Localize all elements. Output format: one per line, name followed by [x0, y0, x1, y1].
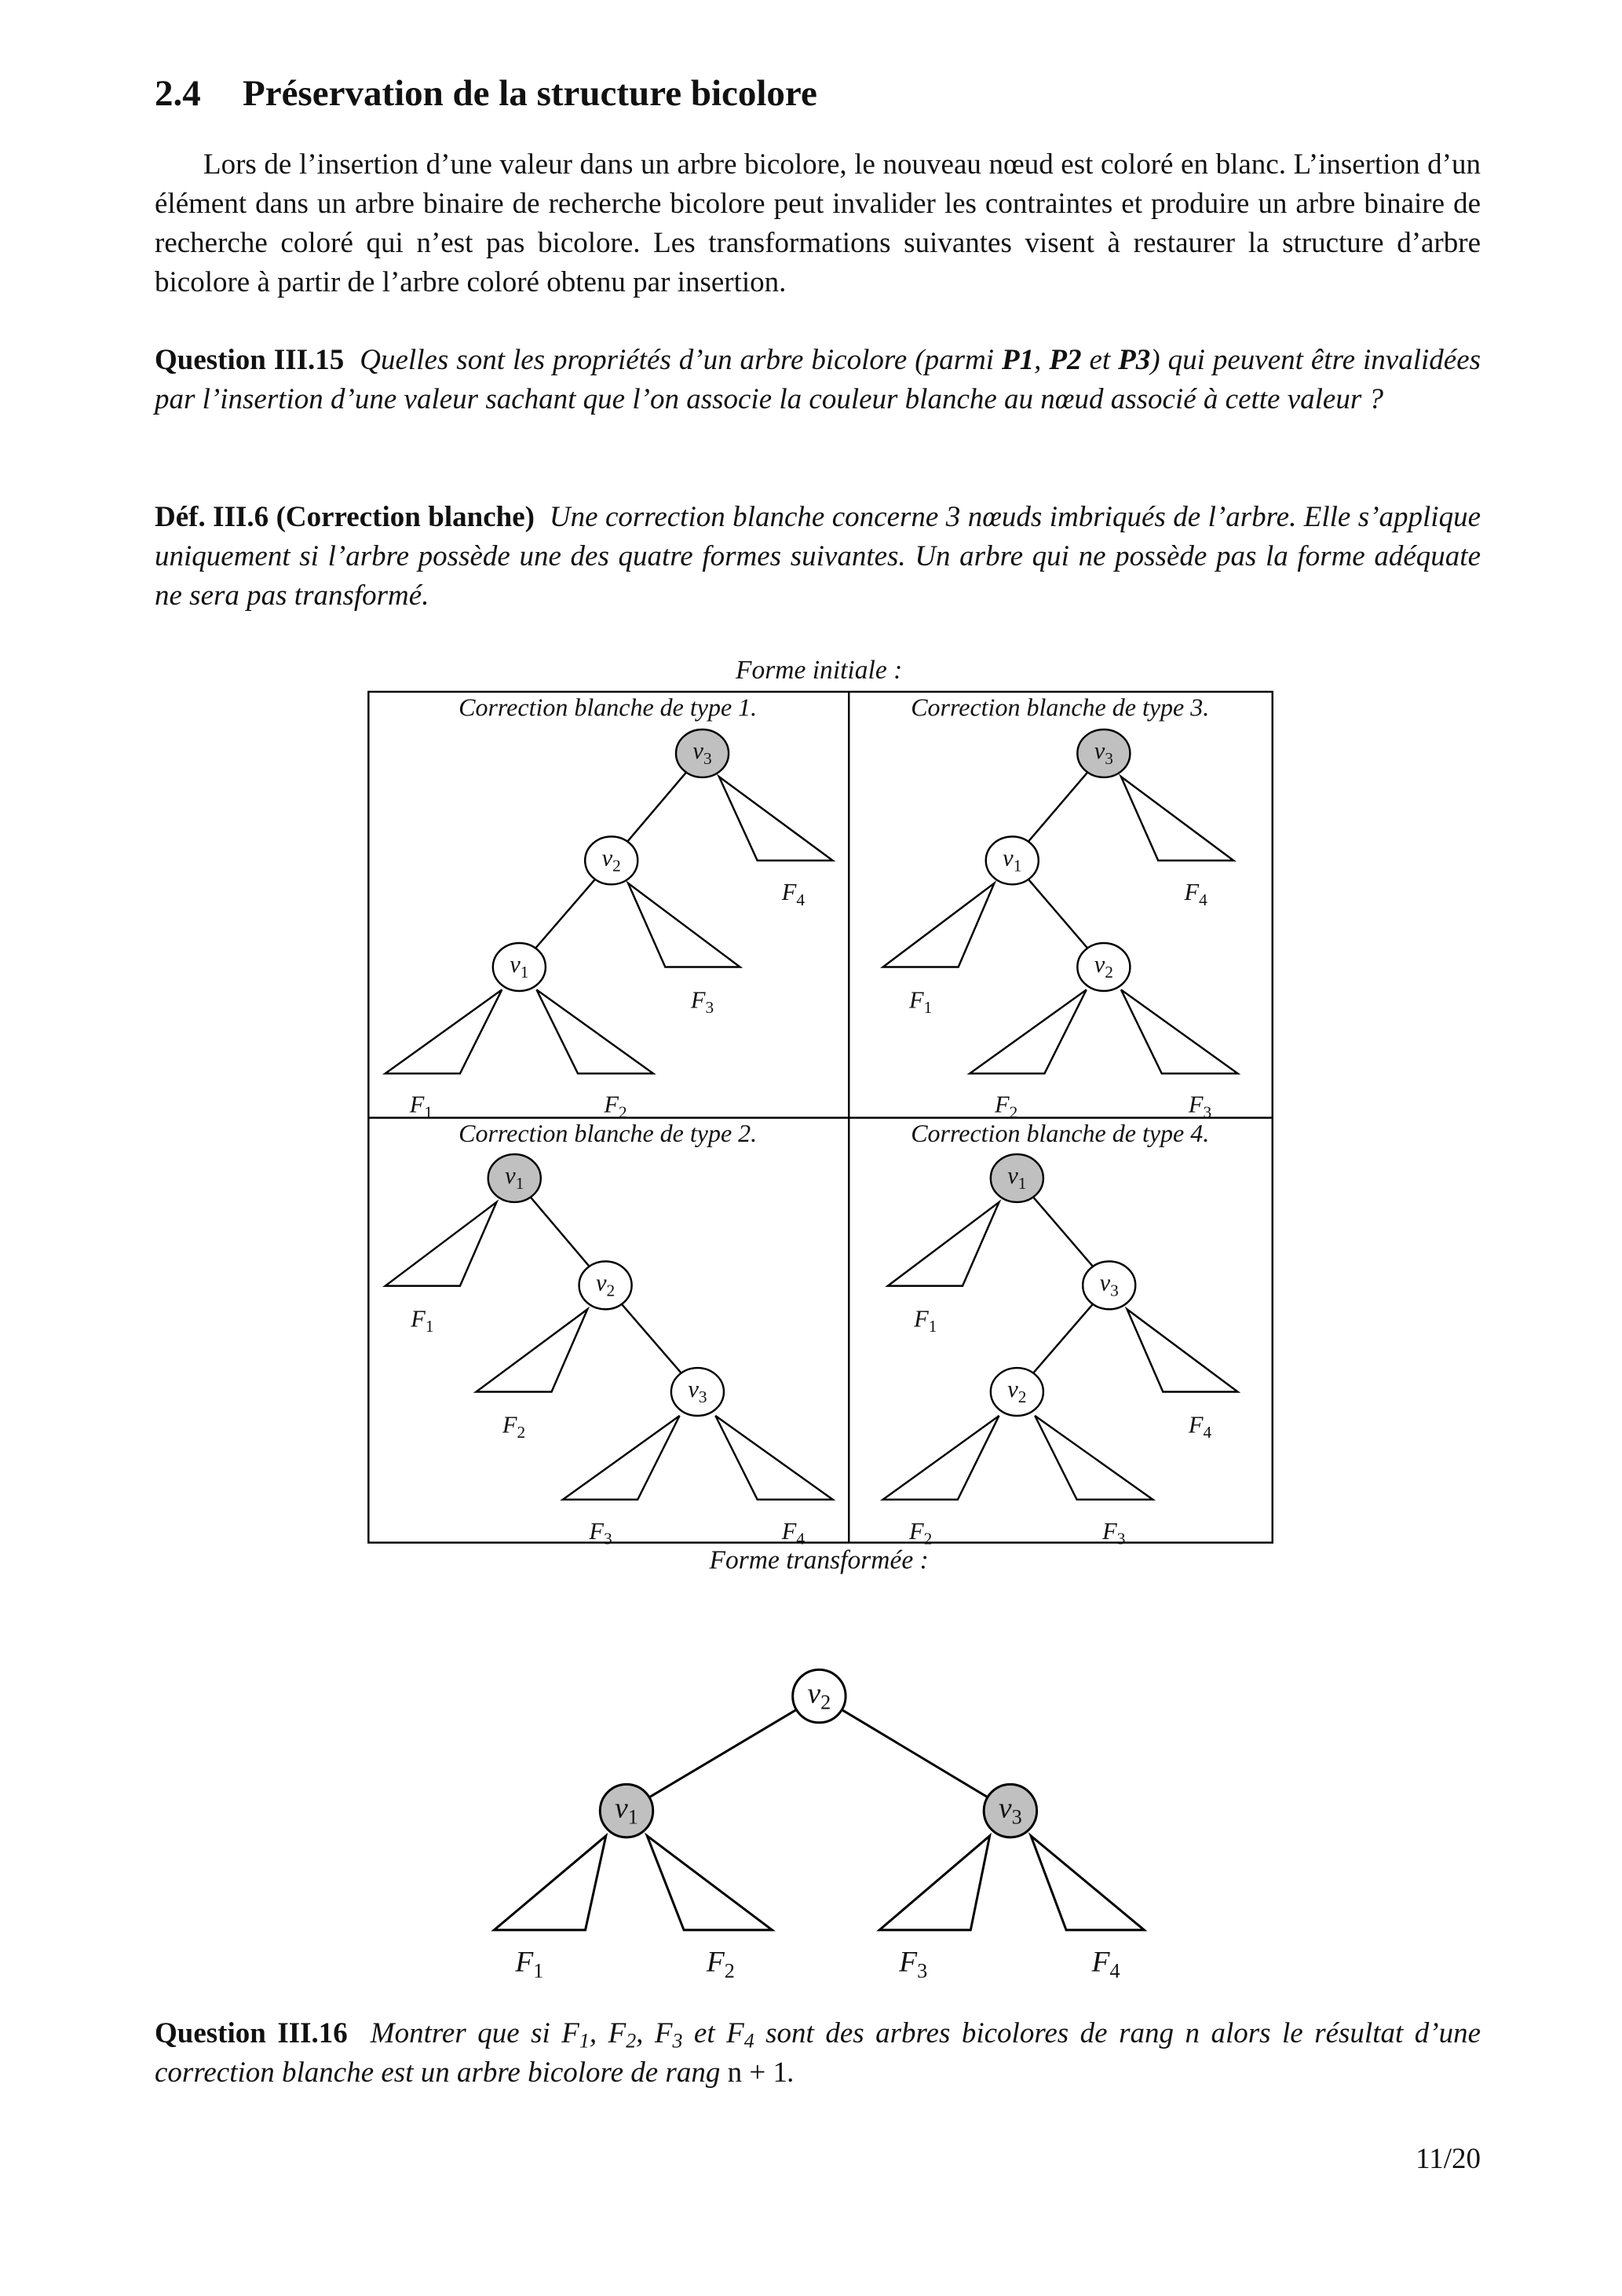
math-n-plus-1: n + 1: [727, 2057, 787, 2089]
initial-forms-figure: [361, 644, 1288, 1665]
forest-label-F1: $F_1$: [409, 1091, 433, 1122]
definition-label: Déf. III.6 (Correction blanche): [155, 501, 535, 533]
separator: .: [787, 2057, 795, 2089]
forest-label-F1: $F_1$: [914, 1305, 937, 1336]
panel-title: Correction blanche de type 1.: [458, 693, 758, 722]
forest-label-F3: $F_3$: [690, 986, 714, 1018]
question-label: Question III.16: [155, 2017, 348, 2049]
question-label: Question III.15: [155, 344, 345, 376]
separator: et: [1081, 344, 1119, 376]
forest-label-F3: $F_3$: [1102, 1517, 1126, 1548]
subtree-triangle: [1121, 989, 1238, 1073]
subtree-triangle: [888, 1202, 999, 1286]
math-sub: 3: [672, 2029, 683, 2053]
subtree-triangle: [1121, 777, 1233, 861]
forest-label-F4: $F_4$: [1184, 879, 1207, 909]
tree-edge: [627, 1696, 819, 1811]
node-label: $v_1$: [510, 951, 529, 982]
question-text: alors le résultat d’une correction blanche est un arbre bicolore de rang: [155, 2017, 1481, 2089]
property-p2: P2: [1049, 344, 1082, 376]
definition-text: Une correction blanche concerne 3 nœuds imbriqués de l’arbre. Elle s’applique uniquement si l’arbre possède une des quatre formes suivantes. Un arbre qui ne possède pas la forme adéquate ne sera pas transformé.: [155, 501, 1481, 612]
forest-label-F3: $F_3$: [899, 1946, 928, 1983]
question-iii-16: [155, 2014, 1481, 2093]
node-label: $v_2$: [1094, 951, 1113, 982]
node-label: $v_3$: [1094, 737, 1113, 768]
math-f: F: [561, 2017, 579, 2049]
tree-edge: [819, 1696, 1010, 1811]
question-iii-15: [155, 341, 1481, 419]
node-label: $v_1$: [615, 1792, 638, 1829]
subtree-triangle: [879, 1836, 989, 1930]
separator: et: [682, 2017, 727, 2049]
subtree-triangle: [719, 777, 833, 861]
question-text: sont des arbres bicolores de rang: [754, 2017, 1185, 2049]
definition-iii-6: [155, 498, 1481, 616]
subtree-triangle: [628, 883, 740, 967]
forest-label-F2: $F_2$: [909, 1517, 933, 1548]
forest-label-F3: $F_3$: [589, 1517, 612, 1548]
math-sub: 2: [626, 2029, 637, 2053]
subtree-triangle: [1031, 1836, 1144, 1930]
forest-label-F3: $F_3$: [1188, 1091, 1212, 1122]
math-n: n: [1185, 2017, 1200, 2049]
forest-label-F2: $F_2$: [502, 1411, 526, 1442]
node-label: $v_1$: [1007, 1162, 1027, 1193]
node-label: $v_2$: [1007, 1376, 1027, 1406]
subtree-triangle: [385, 1202, 497, 1286]
forest-label-F1: $F_1$: [411, 1305, 434, 1336]
node-label: $v_2$: [807, 1677, 831, 1714]
math-f: F: [608, 2017, 627, 2049]
property-p1: P1: [1002, 344, 1035, 376]
property-p3: P3: [1118, 344, 1151, 376]
forest-label-F4: $F_4$: [781, 1517, 806, 1548]
separator: ,: [589, 2017, 608, 2049]
node-label: $v_2$: [601, 844, 621, 876]
intro-paragraph: Lors de l’insertion d’une valeur dans un arbre bicolore, le nouveau nœud est coloré en blanc. L’insertion d’un élément dans un arbre binaire de recherche bicolore peut invalider les contraintes et produire un arbre binaire de recherche coloré qui n’est pas bicolore. Les transformations suivantes visent à restaurer la structure d’arbre bicolore à partir de l’arbre coloré obtenu par insertion.: [155, 148, 1481, 298]
forest-label-F1: $F_1$: [909, 986, 933, 1018]
forest-label-F4: $F_4$: [781, 879, 806, 909]
node-label: $v_3$: [692, 737, 712, 768]
page-number: 11/20: [1416, 2143, 1481, 2175]
section-heading: [155, 72, 817, 115]
forest-label-F4: $F_4$: [1091, 1946, 1120, 1983]
forest-label-F4: $F_4$: [1188, 1411, 1212, 1442]
subtree-triangle: [477, 1309, 588, 1391]
transformed-form-figure: [441, 1647, 1206, 2001]
subtree-triangle: [883, 1416, 999, 1500]
subtree-triangle: [715, 1416, 832, 1500]
panel-title: Correction blanche de type 4.: [911, 1118, 1210, 1147]
subtree-triangle: [970, 989, 1087, 1073]
subtree-triangle: [1035, 1416, 1153, 1500]
node-label: $v_1$: [1003, 844, 1022, 876]
subtree-triangle: [563, 1416, 680, 1500]
separator: ,: [636, 2017, 655, 2049]
subtree-triangle: [883, 883, 995, 967]
math-sub: 1: [579, 2029, 590, 2053]
section-title: Préservation de la structure bicolore: [243, 73, 817, 114]
math-f: F: [726, 2017, 744, 2049]
math-f: F: [654, 2017, 673, 2049]
section-number: 2.4: [155, 73, 201, 114]
node-label: $v_3$: [999, 1792, 1022, 1829]
node-label: $v_3$: [1099, 1269, 1119, 1300]
subtree-triangle: [536, 989, 653, 1073]
question-text: Montrer que si: [370, 2017, 562, 2049]
subtree-triangle: [1127, 1309, 1238, 1391]
panel-title: Correction blanche de type 3.: [911, 693, 1210, 722]
forest-label-F1: $F_1$: [515, 1946, 544, 1983]
panel-title: Correction blanche de type 2.: [458, 1118, 758, 1147]
initial-form-title: Forme initiale :: [736, 656, 903, 686]
node-label: $v_2$: [596, 1269, 616, 1300]
separator: ,: [1034, 344, 1050, 376]
forest-label-F2: $F_2$: [604, 1091, 627, 1122]
subtree-triangle: [385, 989, 502, 1073]
subtree-triangle: [494, 1836, 605, 1930]
subtree-triangle: [647, 1836, 772, 1930]
question-text: ) qui peuvent être invalidées par l’insertion d’une valeur sachant que l’on associe la couleur blanche au nœud associé à cette valeur ?: [155, 344, 1481, 415]
question-text: Quelles sont les propriétés d’un arbre bicolore (parmi: [360, 344, 1003, 376]
forest-label-F2: $F_2$: [706, 1946, 735, 1983]
node-label: $v_1$: [505, 1162, 524, 1193]
transformed-form-title: Forme transformée :: [709, 1545, 929, 1575]
math-sub: 4: [743, 2029, 754, 2053]
forest-label-F2: $F_2$: [995, 1091, 1018, 1122]
node-label: $v_3$: [688, 1376, 707, 1406]
